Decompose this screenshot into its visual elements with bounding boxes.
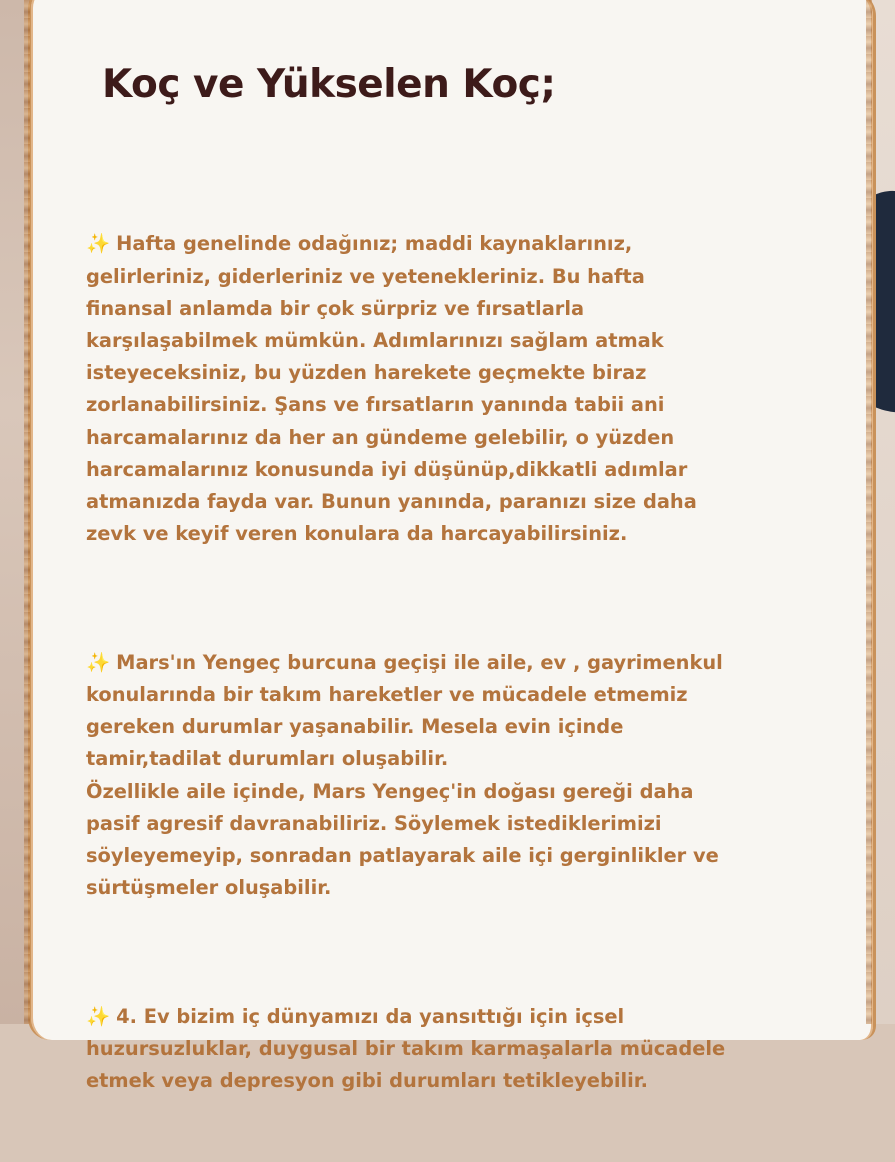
paragraph-mars-cancer — [86, 647, 826, 905]
paragraph-text: Hafta genelinde odağınız; maddi kaynaklarınız, gelirleriniz, giderleriniz ve yetenekleriniz. Bu hafta finansal anlamda bir çok sürpriz ve fırsatlarla karşılaşabilmek mümkün. Adımlarınızı sağlam atmak isteyeceksiniz, bu yüzden harekete geçmekte biraz zorlanabilirsiniz. Şans ve fırsatların yanında tabii ani harcamalarınız da her an gündeme gelebilir, o yüzden harcamalarınız konusunda iyi düşünüp,dikkatli adımlar atmanızda fayda var. Bunun yanında, paranızı size daha zevk ve keyif veren konulara da harcayabilirsiniz. — [86, 232, 697, 546]
horoscope-text — [86, 164, 826, 1162]
sparkles-icon: ✨ — [86, 232, 111, 256]
paragraph-text: 4. Ev bizim iç dünyamızı da yansıttığı için içsel huzursuzluklar, duygusal bir takım karmaşalarla mücadele etmek veya depresyon gibi durumları tetikleyebilir. — [86, 1004, 726, 1093]
gold-foil-edge-left — [24, 0, 30, 1024]
gold-foil-edge-right — [866, 0, 872, 1024]
sparkles-icon: ✨ — [86, 1004, 111, 1028]
paragraph-fourth-house — [86, 1001, 826, 1098]
page-title: Koç ve Yükselen Koç; — [102, 62, 556, 107]
sparkles-icon: ✨ — [86, 650, 111, 674]
paragraph-finance — [86, 228, 826, 550]
paragraph-text: Mars'ın Yengeç burcuna geçişi ile aile, ev , gayrimenkul konularında bir takım hareketler ve mücadele etmemiz gereken durumlar yaşanabilir. Mesela evin içinde tamir,tadilat durumları oluşabilir. Özellikle aile içinde, Mars Yengeç'in doğası gereği daha pasif agresif davranabiliriz. Söylemek istediklerimizi söyleyemeyip, sonradan patlayarak aile içi gerginlikler ve sürtüşmeler oluşabilir. — [86, 650, 723, 900]
